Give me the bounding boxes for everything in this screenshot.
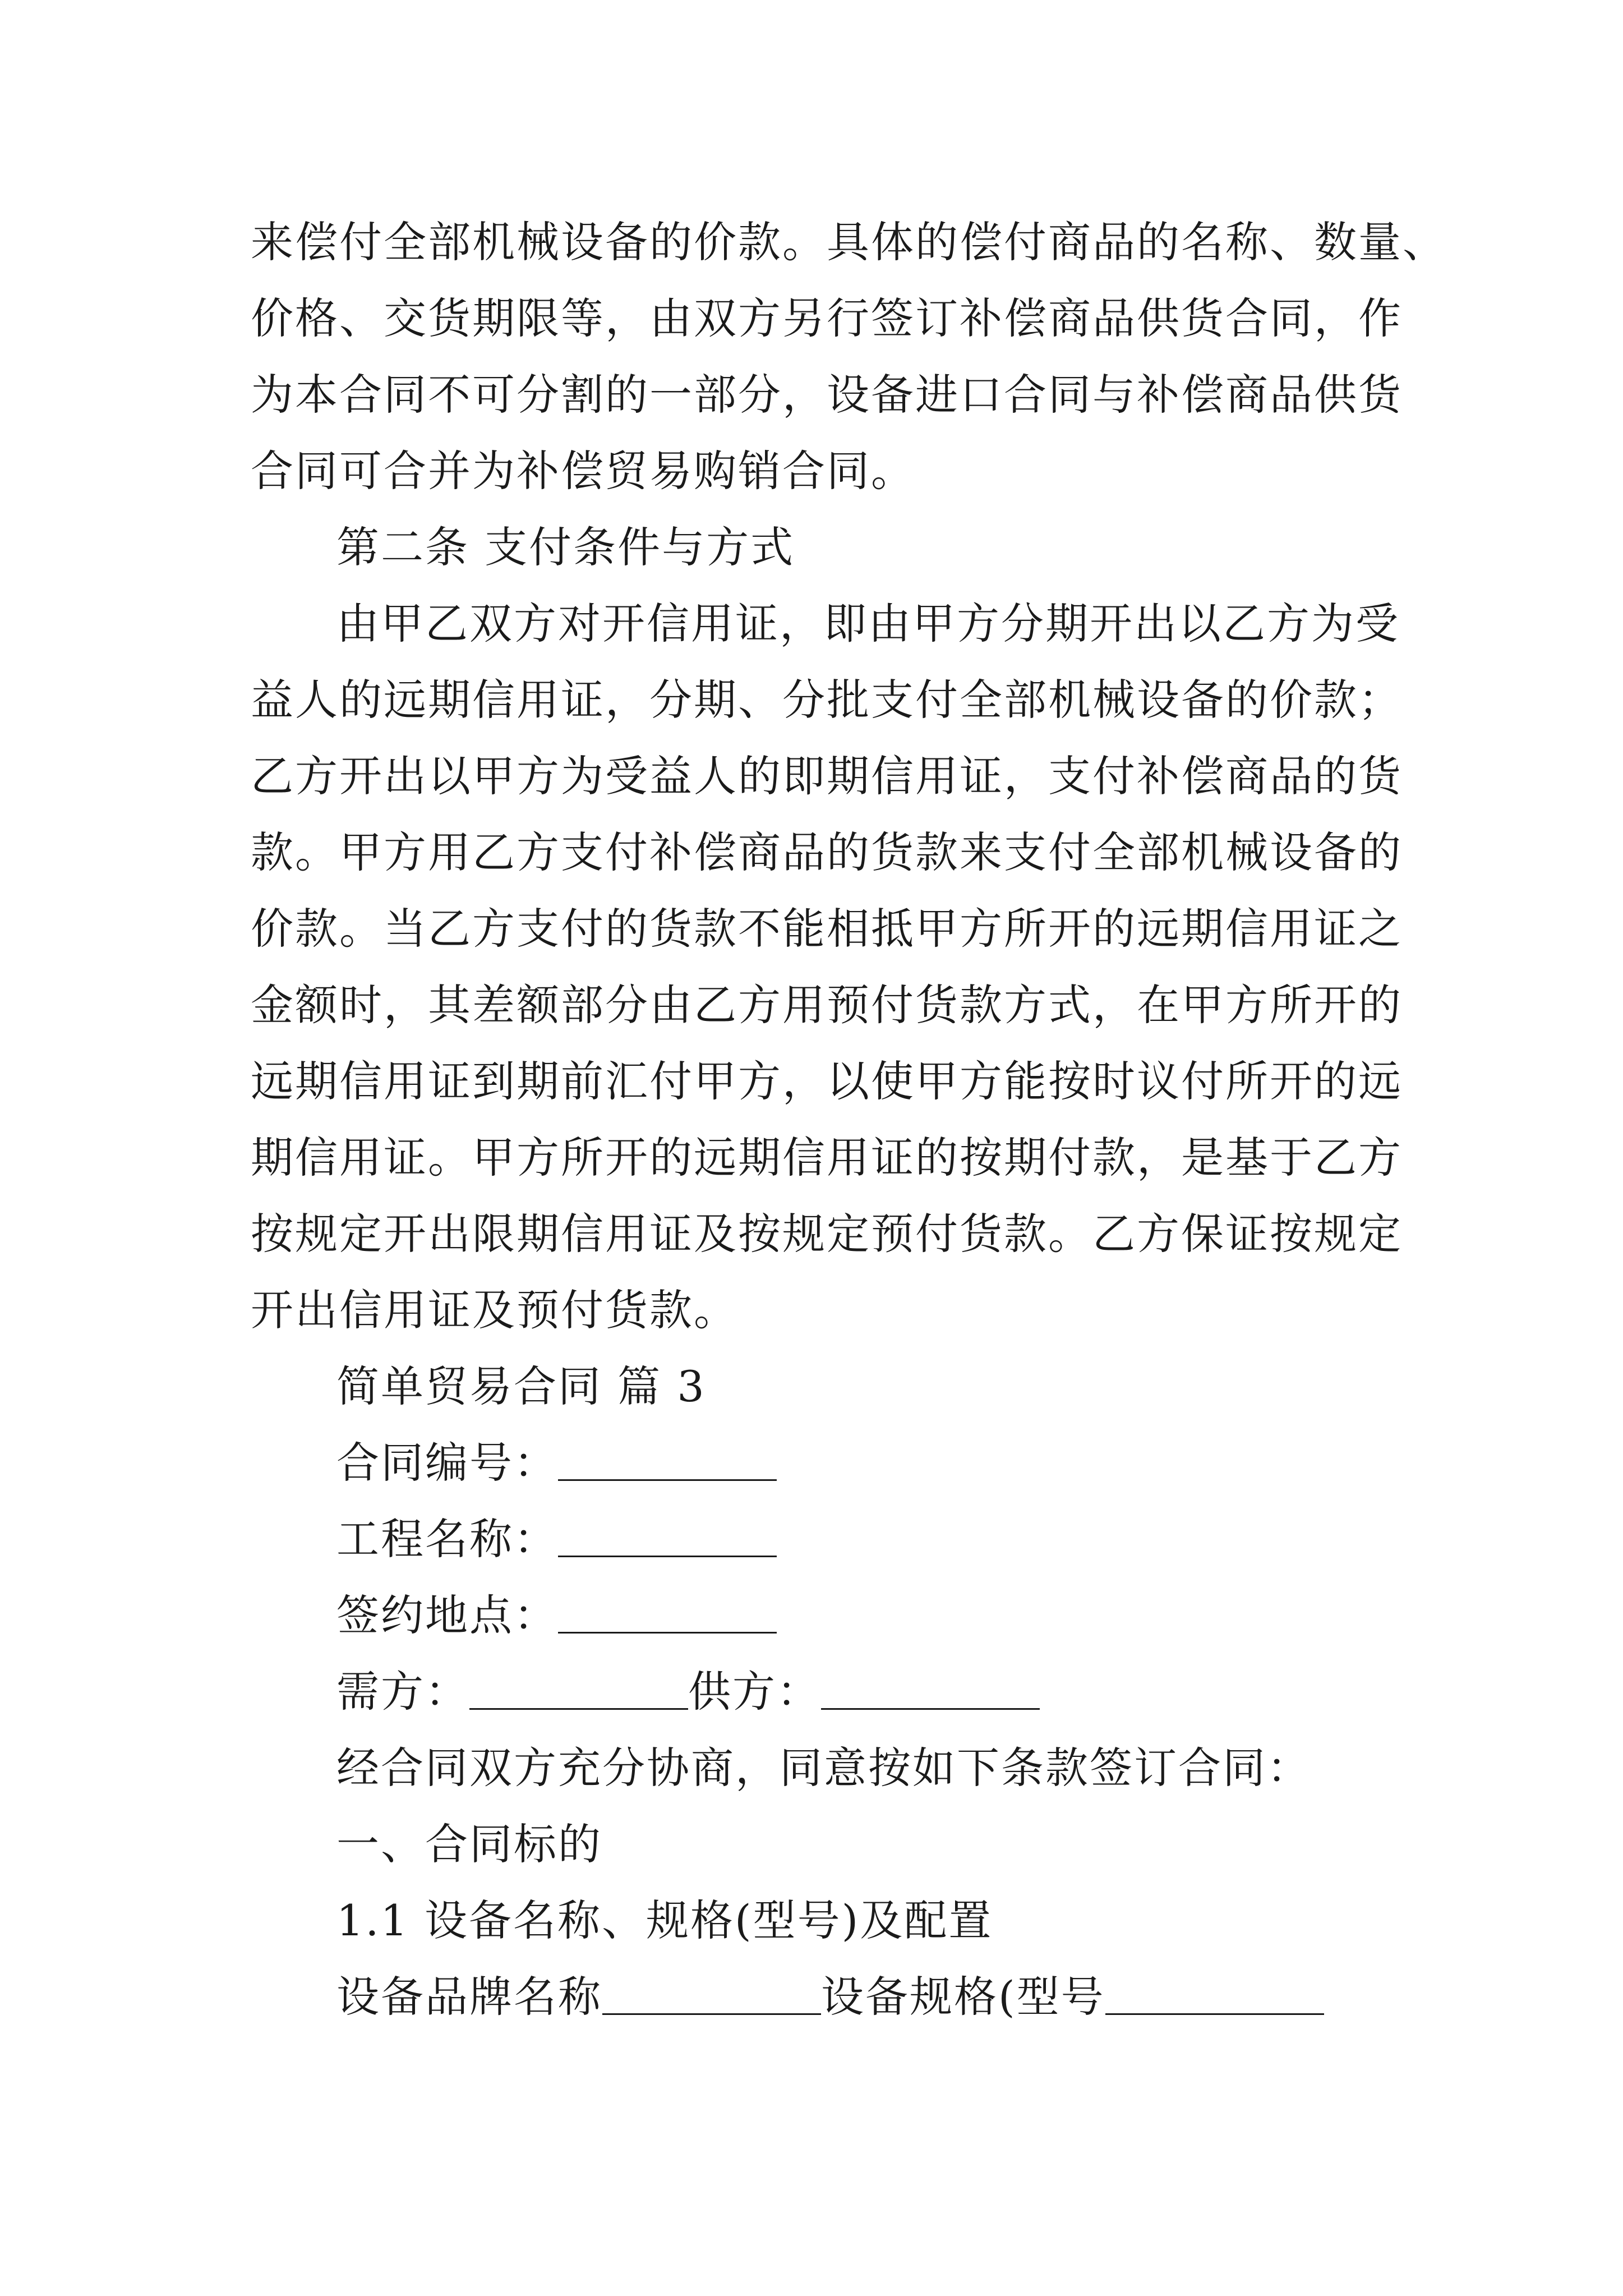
paragraph-line: 乙方开出以甲方为受益人的即期信用证，支付补偿商品的货 xyxy=(251,751,1403,801)
spec-label: 设备规格(型号 xyxy=(821,1972,1105,2022)
parties-row xyxy=(336,1664,1389,1720)
sign-place-label: 签约地点： xyxy=(336,1590,558,1640)
paragraph-line: 款。甲方用乙方支付补偿商品的货款来支付全部机械设备的 xyxy=(251,827,1403,877)
brand-blank[interactable] xyxy=(602,1971,821,2015)
paragraph-line: 期信用证。甲方所开的远期信用证的按期付款，是基于乙方 xyxy=(251,1133,1403,1182)
paragraph-line: 为本合同不可分割的一部分，设备进口合同与补偿商品供货 xyxy=(251,370,1403,420)
project-name-blank[interactable] xyxy=(558,1513,777,1557)
paragraph-line: 来偿付全部机械设备的价款。具体的偿付商品的名称、数量、 xyxy=(251,217,1447,267)
section-title: 简单贸易合同 篇 3 xyxy=(336,1361,706,1411)
project-name-row xyxy=(336,1511,1389,1567)
paragraph-line: 益人的远期信用证，分期、分批支付全部机械设备的价款； xyxy=(251,675,1403,725)
clause-heading: 一、合同标的 xyxy=(336,1819,602,1869)
paragraph-line: 价款。当乙方支付的货款不能相抵甲方所开的远期信用证之 xyxy=(251,904,1403,954)
clause-subheading: 1.1 设备名称、规格(型号)及配置 xyxy=(336,1895,993,1945)
article-heading: 第二条 支付条件与方式 xyxy=(336,522,795,572)
spec-blank[interactable] xyxy=(1105,1971,1324,2015)
sign-place-blank[interactable] xyxy=(558,1589,777,1634)
paragraph-line: 按规定开出限期信用证及按规定预付货款。乙方保证按规定 xyxy=(251,1209,1403,1259)
paragraph-line: 金额时，其差额部分由乙方用预付货款方式，在甲方所开的 xyxy=(251,980,1403,1030)
equipment-row xyxy=(336,1969,1389,2025)
paragraph-line: 远期信用证到期前汇付甲方，以使甲方能按时议付所开的远 xyxy=(251,1056,1403,1106)
brand-label: 设备品牌名称 xyxy=(336,1972,602,2022)
buyer-label: 需方： xyxy=(336,1667,469,1717)
contract-number-row xyxy=(336,1435,1389,1491)
supplier-label: 供方： xyxy=(688,1667,821,1717)
paragraph-line: 价格、交货期限等，由双方另行签订补偿商品供货合同，作 xyxy=(251,293,1403,343)
paragraph-line: 开出信用证及预付货款。 xyxy=(251,1285,738,1335)
contract-number-blank[interactable] xyxy=(558,1437,777,1481)
sign-place-row xyxy=(336,1588,1389,1644)
buyer-blank[interactable] xyxy=(469,1665,688,1710)
paragraph-line: 合同可合并为补偿贸易购销合同。 xyxy=(251,446,915,496)
project-name-label: 工程名称： xyxy=(336,1514,558,1564)
intro-line: 经合同双方充分协商，同意按如下条款签订合同： xyxy=(336,1743,1311,1793)
paragraph-line: 由甲乙双方对开信用证，即由甲方分期开出以乙方为受 xyxy=(336,599,1400,648)
contract-number-label: 合同编号： xyxy=(336,1438,558,1488)
supplier-blank[interactable] xyxy=(821,1665,1040,1710)
